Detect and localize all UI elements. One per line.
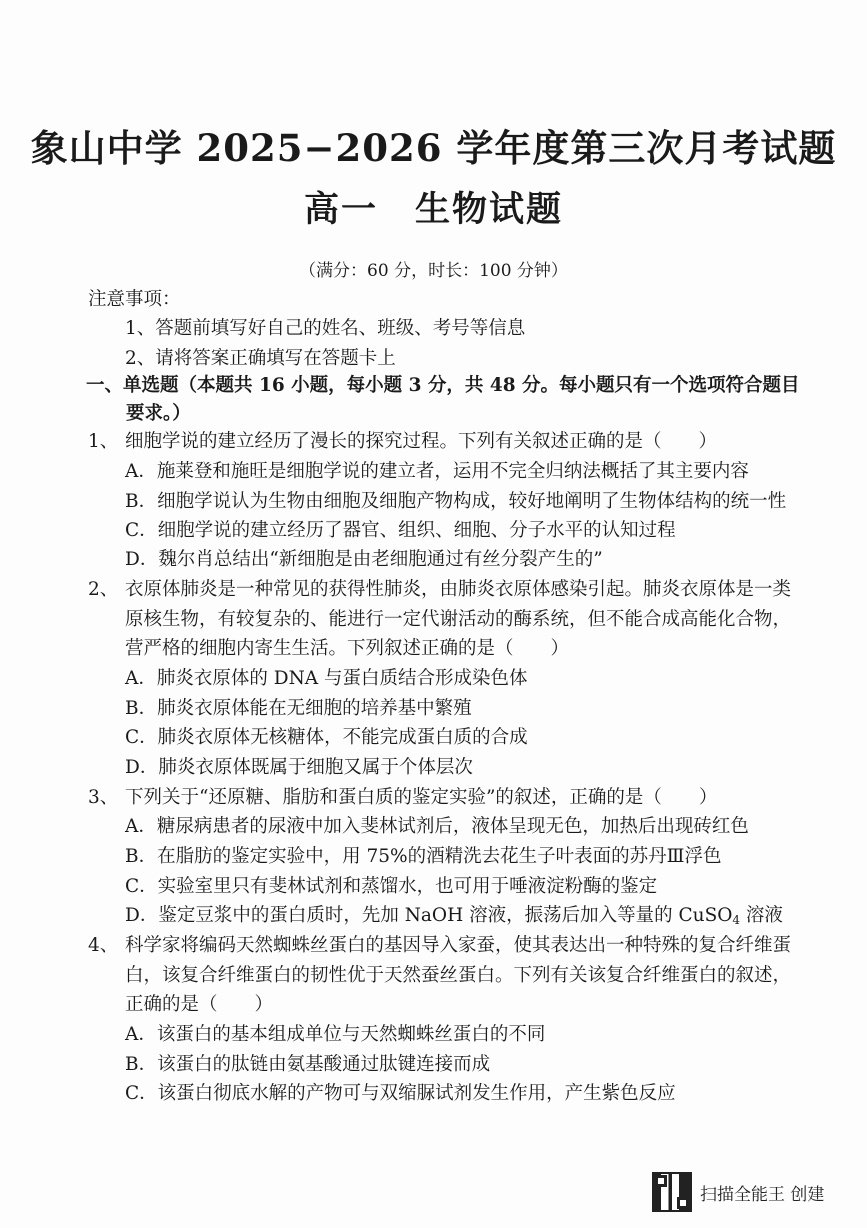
question-stem: 原核生物，有较复杂的、能进行一定代谢活动的酶系统，但不能合成高能化合物， [125, 609, 792, 630]
option-d-tail: 溶液 [740, 905, 783, 926]
question-option: C．细胞学说的建立经历了器官、组织、细胞、分子水平的认知过程 [125, 520, 676, 541]
question-option: A．该蛋白的基本组成单位与天然蜘蛛丝蛋白的不同 [125, 1024, 546, 1045]
section-heading: 一、单选题（本题共 16 小题，每小题 3 分，共 48 分。每小题只有一个选项符合题目 [86, 375, 800, 396]
qr-code-icon [652, 1172, 692, 1212]
question-stem: 营严格的细胞内寄生生活。下列叙述正确的是（ ） [125, 638, 570, 659]
exam-title: 象山中学 2025−2026 学年度第三次月考试题 [30, 126, 837, 170]
question-number: 4、 [88, 935, 119, 956]
notes-heading: 注意事项： [88, 289, 181, 310]
question-option: D．魏尔肖总结出“新细胞是由老细胞通过有丝分裂产生的” [125, 549, 603, 570]
question-number: 3、 [88, 787, 119, 808]
note-item: 2、请将答案正确填写在答题卡上 [125, 348, 396, 369]
question-number: 1、 [88, 431, 119, 452]
question-option: B．肺炎衣原体能在无细胞的培养基中繁殖 [125, 698, 472, 719]
scanner-brand: 扫描全能王 创建 [700, 1184, 825, 1205]
question-option: C．该蛋白彻底水解的产物可与双缩脲试剂发生作用，产生紫色反应 [125, 1083, 676, 1104]
question-stem: 下列关于“还原糖、脂肪和蛋白质的鉴定实验”的叙述，正确的是（ ） [125, 787, 718, 808]
question-option: C．实验室里只有斐林试剂和蒸馏水，也可用于唾液淀粉酶的鉴定 [125, 876, 658, 897]
question-stem: 正确的是（ ） [125, 994, 274, 1015]
note-item: 1、答题前填写好自己的姓名、班级、考号等信息 [125, 318, 526, 339]
question-stem: 白，该复合纤维蛋白的韧性优于天然蚕丝蛋白。下列有关该复合纤维蛋白的叙述， [125, 965, 792, 986]
question-option: B．该蛋白的肽链由氨基酸通过肽键连接而成 [125, 1054, 491, 1075]
scanner-watermark [652, 1172, 824, 1212]
exam-meta: （满分：60 分，时长：100 分钟） [299, 261, 568, 281]
question-option: A．肺炎衣原体的 DNA 与蛋白质结合形成染色体 [125, 668, 528, 689]
question-option: C．肺炎衣原体无核糖体，不能完成蛋白质的合成 [125, 727, 528, 748]
exam-subtitle: 高一 生物试题 [303, 189, 563, 230]
question-stem: 细胞学说的建立经历了漫长的探究过程。下列有关叙述正确的是（ ） [125, 431, 718, 452]
question-option [125, 907, 783, 926]
question-option: B．细胞学说认为生物由细胞及细胞产物构成，较好地阐明了生物体结构的统一性 [125, 491, 787, 512]
section-heading-cont: 要求。） [126, 403, 191, 424]
option-d-subscript: 4 [732, 913, 741, 927]
question-option: D．肺炎衣原体既属于细胞又属于个体层次 [125, 757, 473, 778]
question-option: A．施莱登和施旺是细胞学说的建立者，运用不完全归纳法概括了其主要内容 [125, 461, 749, 482]
question-option: A．糖尿病患者的尿液中加入斐林试剂后，液体呈现无色，加热后出现砖红色 [125, 816, 749, 837]
question-stem: 科学家将编码天然蜘蛛丝蛋白的基因导入家蚕，使其表达出一种特殊的复合纤维蛋 [125, 935, 792, 956]
question-number: 2、 [88, 579, 119, 600]
question-stem: 衣原体肺炎是一种常见的获得性肺炎，由肺炎衣原体感染引起。肺炎衣原体是一类 [125, 579, 792, 600]
option-d-text: D．鉴定豆浆中的蛋白质时，先加 NaOH 溶液，振荡后加入等量的 CuSO [125, 905, 733, 926]
question-option: B．在脂肪的鉴定实验中，用 75%的酒精洗去花生子叶表面的苏丹Ⅲ浮色 [125, 846, 722, 867]
